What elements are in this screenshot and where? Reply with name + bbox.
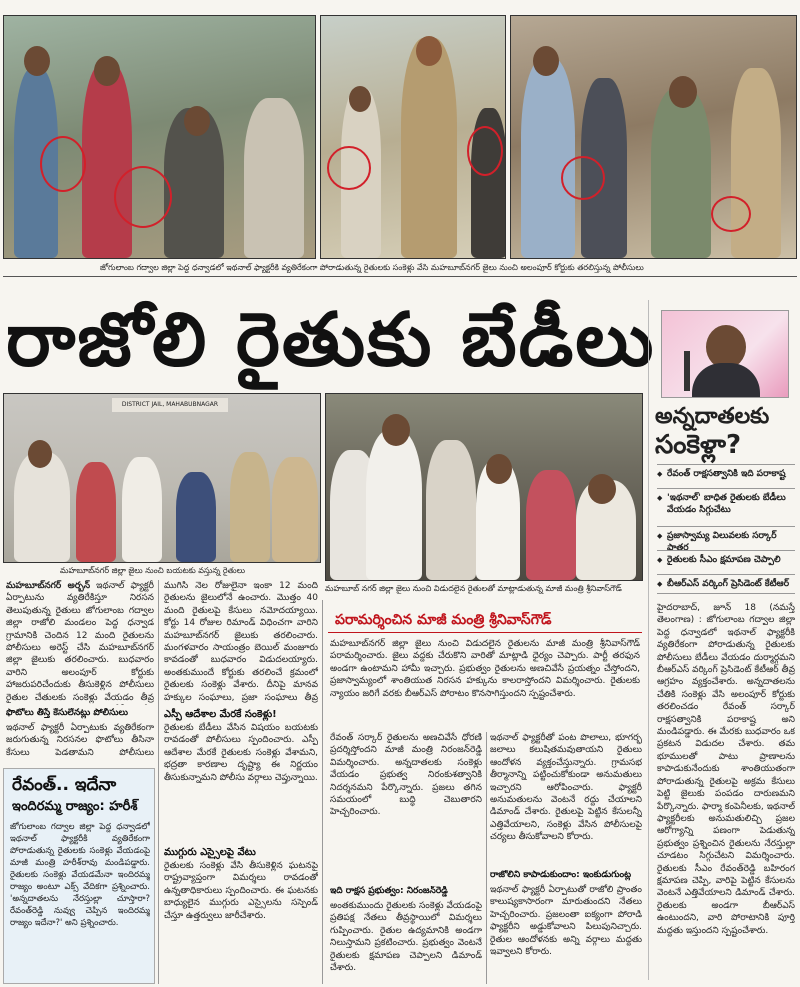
sub-head-rajoli: రాజోలిని కాపాడుకుందాం: ఇంకుడుగుంట్ల xyxy=(490,870,632,880)
sidebar-title-1: అన్నదాతలకు xyxy=(655,404,770,429)
sidebar-bullet-2: ◆ 'ఇథనాల్' బాధిత రైతులకు బేడీలు వేయడం సిగ్గుచేటు xyxy=(657,488,795,519)
box-body: జోగులాంబ గద్వాల జిల్లా పెద్ద ధన్వాడలో ఇథనాల్ ఫ్యాక్టరీకి వ్యతిరేకంగా పోరాడుతున్న రైతులకు సంకెళ్లు వేయడంపై మాజీ మంత్రి హరీశ్‌రావు మండిపడ్డారు. రైతులకు సంకెళ్లు వేయడమేనా ఇందిరమ్మ రాజ్యం అంటూ ఎక్స్ వేదికగా ప్రశ్నించారు. 'అన్నదాతలను నేరస్తుల్లా చూస్తారా? రేవంత్‌రెడ్డి నువ్వు చెప్పిన ఇందిరమ్మ రాజ్యం ఇదేనా?' అని ప్రశ్నించారు. xyxy=(10,822,150,928)
harish-quote-box xyxy=(3,768,155,984)
article-col4b: అంతకుముందు రైతులకు సంకెళ్లు వేయడంపై ప్రతిపక్ష నేతలు తీవ్రస్థాయిలో విమర్శలు గుప్పించారు. రైతుల ఉద్యమానికి అండగా నిలుస్తామని ప్రకటించారు. ప్రభుత్వం వెంటనే రైతులకు క్షమాపణ చెప్పాలని డిమాండ్ చేశారు. xyxy=(330,901,482,974)
article-col1b: ఇథనాల్ ఫ్యాక్టరీ ఏర్పాటుకు వ్యతిరేకంగా జరుగుతున్న నిరసనల ఫొటోలు తీసినా కేసులు పెడతామని పోలీసులు xyxy=(6,723,154,758)
article-col2b: రైతులకు బేడీలు వేసిన విషయం బయటకు రావడంతో పోలీసులు స్పందించారు. ఎస్పీ ఆదేశాల మేరకే రైతులకు సంకెళ్లు వేశామని, భద్రతా కారణాల దృష్ట్యా ఈ నిర్ణయం తీసుకున్నామని పోలీసు వర్గాలు చెప్తున్నాయి. xyxy=(164,723,318,783)
article-col4 xyxy=(330,732,482,882)
top-photo-1 xyxy=(3,15,316,259)
sidebar-bullet-3: ◆ ప్రజాస్వామ్య విలువలకు సర్కార్ పాతర xyxy=(657,526,795,557)
sub-head-photos: ఫొటోలు తీస్తే కేసులేనట్లు పోలీసులు xyxy=(6,708,129,718)
article-col2c: రైతులకు సంకెళ్లు వేసి తీసుకెళ్లిన ఘటనపై రాష్ట్రవ్యాప్తంగా విమర్శలు రావడంతో ఉన్నతాధికారులు స్పందించారు. ఈ ఘటనకు బాధ్యులైన ముగ్గురు ఎస్సైలను సస్పెండ్ చేస్తూ ఉత్తర్వులు జారీచేశారు. xyxy=(164,861,318,921)
sidebar-bullet-1: ◆ రేవంత్ రాక్షసత్వానికి ఇది పరాకాష్ట xyxy=(657,464,795,483)
ktr-sidebar xyxy=(648,300,798,980)
article-col2: ముగిసి నెల రోజులైనా ఇంకా 12 మంది రైతులను జైలులోనే ఉంచారు. మొత్తం 40 మంది రైతులపై కేసులు నమోదయ్యాయి. కోర్టు 14 రోజుల రిమాండ్ విధించగా వారిని మహబూబ్‌నగర్ జైలుకు తరలించారు. మంగళవారం సాయంత్రం బెయిల్ మంజూరు కావడంతో బుధవారం విడుదలయ్యారు. అంతకుముందే కోర్టుకు తరలించే క్రమంలో రైతులకు సంకెళ్లు వేశారు. దీనిపై మానవ హక్కుల సంఘాలు, ప్రజా సంఘాలు తీవ్ర xyxy=(164,581,318,703)
sidebar-body: హైదరాబాద్, జూన్ 18 (నమస్తే తెలంగాణ) : జోగులాంబ గద్వాల జిల్లా పెద్ద ధన్వాడలో ఇథనాల్ ఫ్యాక్టరీకి వ్యతిరేకంగా పోరాడుతున్న రైతులకు పోలీసులు బేడీలు వేయడం దుర్మార్గమని బీఆర్ఎస్ వర్కింగ్ ప్రెసిడెంట్ కేటీఆర్ తీవ్ర ఆగ్రహం వ్యక్తంచేశారు. అన్నదాతలను చేతికి సంకెళ్లు వేసి అలంపూర్ కోర్టుకు తరలించడం రేవంత్ సర్కార్ రాక్షసత్వానికి పరాకాష్ట అని మండిపడ్డారు. ఈ మేరకు బుధవారం ఒక ప్రకటన విడుదల చేశారు. తమ భూములతో పాటు ప్రాణాలను కాపాడుకునేందుకు శాంతియుతంగా పోరాడుతున్న రైతులపై అక్రమ కేసులు పెట్టి జైలుకు పంపడం దారుణమని పేర్కొన్నారు. ఫార్మా కంపెనీలకు, ఇథనాల్ ఫ్యాక్టరీలకు అనుమతులిచ్చి ప్రజల ఆరోగ్యాన్ని పణంగా పెడుతున్న ప్రభుత్వం ప్రశ్నించిన రైతులను నేరస్తుల్లా చూడటం సిగ్గుచేటని విమర్శించారు. రైతులకు సీఎం రేవంత్‌రెడ్డి బహిరంగ క్షమాపణ చెప్పి, వారిపై పెట్టిన కేసులను వెంటనే ఎత్తివేయాలని డిమాండ్ చేశారు. రైతులకు అండగా బీఆర్ఎస్ ఉంటుందని, వారి పోరాటానికి పూర్తి మద్దతు ఇస్తుందని స్పష్టంచేశారు. xyxy=(657,603,795,936)
article-col1 xyxy=(6,580,154,705)
sidebar-bullet-5: ◆ బీఆర్ఎస్ వర్కింగ్ ప్రెసిడెంట్ కేటీఆర్ xyxy=(657,574,795,594)
dateline: మహబూబ్‌నగర్ అర్బన్‌ xyxy=(6,581,91,591)
meeting-photo xyxy=(325,393,643,581)
ktr-photo xyxy=(661,310,789,398)
main-headline: రాజోలి రైతుకు బేడీలు xyxy=(6,297,656,383)
top-photo-3 xyxy=(510,15,797,259)
article-col1-text: ఇథనాల్ ఫ్యాక్టరీ ఏర్పాటును వ్యతిరేకిస్తూ నిరసన తెలుపుతున్న రైతులు జోగులాంబ గద్వాల జిల్లా రాజోలి మండలం పెద్ద ధన్వాడ గ్రామానికి చెందిన 12 మంది రైతులను పోలీసులు అరెస్ట్ చేసి మహబూబ్‌నగర్ జిల్లా జైలుకు తరలించారు. బుధవారం వారిని అలంపూర్ కోర్టుకు హాజరుపరిచేందుకు తీసుకెళ్లిన పోలీసులు రైతుల చేతులకు సంకెళ్లు వేయడం తీవ్ర xyxy=(6,581,154,703)
box-title-1: రేవంత్.. ఇదేనా xyxy=(12,775,117,795)
article-col3: మహబూబ్‌నగర్ జిల్లా జైలు నుంచి విడుదలైన రైతులను మాజీ మంత్రి శ్రీనివాస్‌గౌడ్ పరామర్శించారు. జైలు వద్దకు చేరుకొని వారితో మాట్లాడి ధైర్యం చెప్పారు. పార్టీ తరఫున అండగా ఉంటామని హామీ ఇచ్చారు. ప్రభుత్వం రైతులను అణచివేసే ప్రయత్నం చేస్తోందని, ప్రజాస్వామ్యంలో శాంతియుత నిరసన హక్కును కాలరాస్తోందని విమర్శించారు. రైతులకు న్యాయం జరిగే వరకు బీఆర్ఎస్ పోరాటం కొనసాగిస్తుందని స్పష్టంచేశారు. xyxy=(330,639,640,699)
article-col5b: ఇథనాల్ ఫ్యాక్టరీ ఏర్పాటుతో రాజోలి ప్రాంతం కాలుష్యకాసారంగా మారుతుందని నేతలు హెచ్చరించారు. ప్రజలంతా ఐక్యంగా పోరాడి ఫ్యాక్టరీని అడ్డుకోవాలని పిలుపునిచ్చారు. రైతుల ఆందోళనకు అన్ని వర్గాలు మద్దతు ఇవ్వాలని కోరారు. xyxy=(490,885,642,958)
sidebar-bullet-4: ◆ రైతులకు సీఎం క్షమాపణ చెప్పాలి xyxy=(657,550,795,569)
jail-photo-caption: మహబూబ్‌నగర్ జిల్లా జైలు నుంచి బయటకు వస్తున్న రైతులు xyxy=(60,566,246,575)
jail-photo xyxy=(3,393,321,563)
article-col4-text: రేవంత్ సర్కార్ రైతులను అణచివేసే ధోరణి ప్రదర్శిస్తోందని మాజీ మంత్రి నిరంజన్‌రెడ్డి విమర్శించారు. అన్నదాతలకు సంకెళ్లు వేయడం ప్రభుత్వ నిరంకుశత్వానికి నిదర్శనమని పేర్కొన్నారు. ప్రజలు తగిన సమయంలో బుద్ధి చెబుతారని హెచ్చరించారు. xyxy=(330,733,482,818)
jail-sign: DISTRICT JAIL, MAHABUBNAGAR xyxy=(112,398,228,412)
top-photo-2 xyxy=(320,15,506,259)
srinivas-goud-title: పరామర్శించిన మాజీ మంత్రి శ్రీనివాస్‌గౌడ్ xyxy=(335,612,552,628)
sub-head-si: ముగ్గురు ఎస్సైలపై వేటు xyxy=(164,847,256,858)
meeting-photo-caption: మహబూబ్ నగర్ జిల్లా జైలు నుంచి విడుదలైన రైతులతో మాట్లాడుతున్న మాజీ మంత్రి శ్రీనివాస్‌గౌడ్ xyxy=(325,584,622,593)
sub-head-niranjan: ఇది రాక్షస ప్రభుత్వం: నిరంజన్‌రెడ్డి xyxy=(330,886,448,896)
sub-head-sp: ఎస్పీ ఆదేశాల మేరకే సంకెళ్లు! xyxy=(164,709,277,720)
box-title-2: ఇందిరమ్మ రాజ్యం: హరీశ్ xyxy=(12,799,138,814)
article-col5: ఇథనాల్ ఫ్యాక్టరీతో పంట పొలాలు, భూగర్భ జలాలు కలుషితమవుతాయని రైతులు ఆందోళన వ్యక్తంచేస్తున్నారు. గ్రామసభ తీర్మానాన్ని పట్టించుకోకుండా అనుమతులు ఇచ్చారని ఆరోపించారు. ఫ్యాక్టరీ అనుమతులను వెంటనే రద్దు చేయాలని డిమాండ్ చేశారు. రైతులపై పెట్టిన కేసులన్నీ ఎత్తివేయాలని, సంకెళ్లు వేసిన పోలీసులపై చర్యలు తీసుకోవాలని కోరారు. xyxy=(490,733,642,843)
sidebar-title-2: సంకెళ్లా? xyxy=(655,430,742,460)
top-photo-caption: జోగులాంబ గద్వాల జిల్లా పెద్ద ధన్వాడలో ఇథనాల్ ఫ్యాక్టరీకి వ్యతిరేకంగా పోరాడుతున్న రైతులకు సంకెళ్లు వేసి మహబూబ్‌నగర్ జైలు నుంచి అలంపూర్ కోర్టుకు తరలిస్తున్న పోలీసులు xyxy=(100,263,644,272)
